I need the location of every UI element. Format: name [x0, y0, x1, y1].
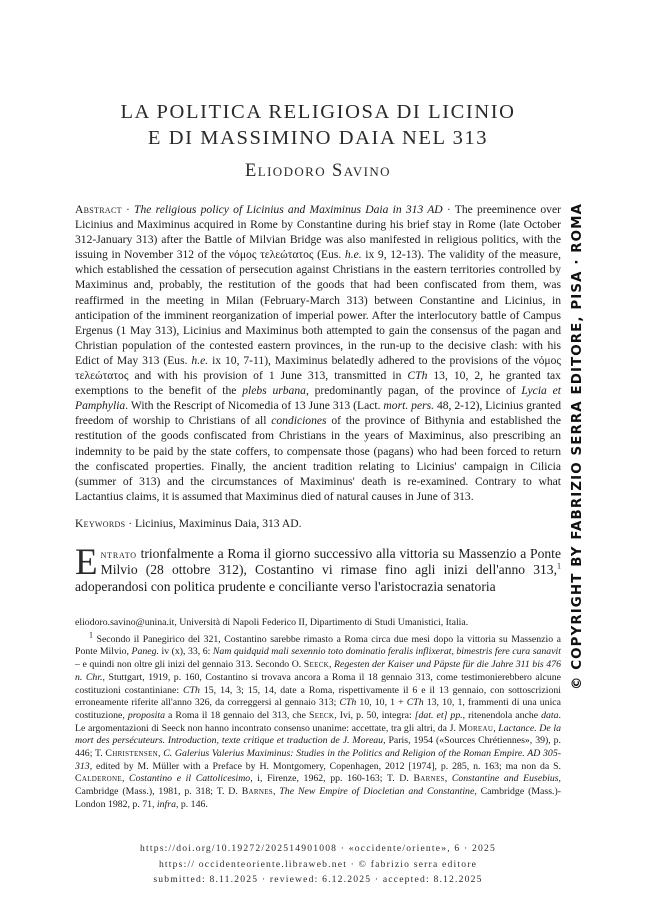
footnote-text: , Ivi, p. 50, integra: [334, 709, 415, 721]
footnote-italic: The New Empire of Diocletian and Constantine [279, 786, 475, 798]
abstract-title: The religious policy of Licinius and Maximinus Daia in 313 AD [134, 203, 443, 216]
footnote-author: Calderone [75, 773, 122, 785]
abstract-sep: · [121, 203, 135, 216]
footnote-italic: infra [156, 798, 176, 810]
article-title-line-2: E DI MASSIMINO DAIA NEL 313 [147, 127, 489, 149]
first-word: ntrato [100, 547, 137, 561]
footnote-italic: Nam quidquid mali sexennio toto dominatio feralis inflixerat, bimestris fere cura sanavit [212, 646, 561, 658]
footnote-text: a Roma il 18 gennaio del 313, che [165, 709, 310, 721]
abstract-text: 48, 2-12), Licinius granted freedom of worship to Christians of all [75, 399, 561, 428]
drop-cap: E [75, 542, 98, 583]
footnote-italic: data [541, 709, 559, 721]
footnote-text: , Cambridge (Mass.)-London 1982, p. 71, [75, 786, 561, 810]
abstract-text: 13, 10, 2, he granted tax exemptions to the benefit of the [75, 369, 561, 398]
article-title-line-1: LA POLITICA RELIGIOSA DI LICINIO [120, 101, 516, 123]
footnote-text: – e quindi non oltre gli inizi del gennaio 313. Secondo O. [75, 659, 304, 671]
footnote-author: Christensen [105, 748, 159, 760]
abstract-text: . With the Rescript of Nicomedia of 13 June 313 (Lact. [125, 399, 384, 413]
footnote-italic: Lactance. De la mort des persécuteurs. Introduction, texte critique et traduction de J. Moreau [75, 722, 561, 747]
footnote-text: iv (x), 33, 6: [158, 646, 213, 658]
footnote-author: Barnes [413, 773, 445, 785]
footnote-text: , Stuttgart, 1919, p. 160, Costantino si trovava ancora a Roma il 18 gennaio 313, come testimonierebbero alcune costituzioni costantiniane: [75, 671, 561, 696]
publication-info [75, 841, 561, 888]
author-name: Eliodoro Savino [245, 161, 391, 181]
footnote-author: Moreau [458, 722, 494, 734]
footnote-1 [75, 630, 561, 812]
abstract-text: ix 10, 7-11), Maximinus belatedly adhered to the provisions of the νόμος τελεώτατος and with his provision of 1 June 313, transmitted in [75, 353, 561, 383]
article-title [75, 99, 561, 151]
footnote-text: , [444, 773, 452, 785]
footnote-italic: CTh [183, 684, 200, 696]
footnote-italic: CTh [406, 697, 424, 709]
body-paragraph [75, 542, 561, 595]
abstract-text: , predominantly pagan, of the province of [305, 384, 522, 398]
footnote-text: 15, 14, 3; 15, 14, date a Roma, rispettivamente il 6 e il 13 gennaio, con sottoscrizioni erroneamente riferite all'anno 326, da correggersi al gennaio 313; [75, 684, 561, 709]
website-line[interactable]: https:// occidenteoriente.libraweb.net · © fabrizio serra editore [158, 858, 478, 870]
dates-line: submitted: 8.11.2025 · reviewed: 6.12.2025 · accepted: 8.12.2025 [153, 874, 483, 886]
footnote-italic: Constantine and Eusebius [451, 773, 559, 785]
footnote-text: , [273, 786, 280, 798]
footnote-text: , p. 146. [175, 798, 208, 810]
footnote-text: , edited by M. Müller with a Preface by H. Montgomery, Copenhagen, 2012 [1974], p. 285, n. 163; ma non da S. [89, 760, 561, 772]
abstract-italic: condiciones [271, 414, 327, 428]
footnote-italic: C. Galerius Valerius Maximinus: Studies in the Politics and Religion of the Roman Empire. AD 305-313 [75, 748, 561, 772]
footnote-text: , Cambridge (Mass.), 1981, p. 318; T. D. [75, 773, 561, 798]
footnote-text: , [493, 722, 499, 734]
abstract-italic: h.e. [191, 353, 209, 367]
footnote-text: , Paris, 1954 («Sources Chrétiennes», 39), p. 446; T. [75, 735, 561, 760]
footnote-italic: CTh [339, 697, 357, 709]
footnote-text: , [329, 659, 335, 671]
footnotes [75, 617, 561, 812]
footnote-italic: Regesten der Kaiser und Päpste für die Jahre 311 bis 476 n. Chr. [75, 659, 561, 683]
footnote-italic: [dat. et] pp. [414, 709, 463, 721]
abstract-label: Abstract [75, 203, 122, 216]
footnote-italic: Costantino e il Cattolicesimo [129, 773, 251, 785]
footnote-italic: Paneg. [131, 646, 159, 658]
abstract [75, 202, 561, 504]
footnote-text: , [158, 748, 164, 760]
footnote-text: . Le argomentazioni di Seeck non hanno incontrato consenso unanime: accettate, tra gli altri, da J. [75, 709, 561, 734]
abstract-italic: Lycia et Pamphylia [75, 384, 561, 413]
abstract-italic: CTh [407, 369, 428, 383]
copyright-text: © COPYRIGHT BY FABRIZIO SERRA EDITORE, PISA · ROMA [570, 202, 586, 690]
abstract-text: · The preeminence over Licinius and Maximinus acquired in Rome by Constantine during his brief stay in Rome (late October 312-January 313) after the Battle of Milvian Bridge was also manifested in religious politics, with the issuing in November 312 of the νόμος τελεώτατος (Eus. [75, 203, 561, 262]
keywords-text: Licinius, Maximinus Daia, 313 AD. [135, 517, 302, 530]
doi-line[interactable]: https://doi.org/10.19272/202514901008 · «occidente/oriente», 6 · 2025 [139, 843, 496, 854]
author-affiliation: eliodoro.savino@unina.it, Università di Napoli Federico II, Dipartimento di Studi Umanistici, Italia. [75, 617, 469, 628]
footnote-text: Secondo il Panegirico del 321, Costantino sarebbe rimasto a Roma circa due mesi dopo la vittoria su Massenzio a Ponte Milvio, [75, 633, 561, 658]
copyright-notice [563, 202, 593, 690]
footnote-number: 1 [89, 630, 93, 640]
footnote-text: , i, Firenze, 1962, pp. 160-163; T. D. [250, 773, 414, 785]
footnote-author: Seeck [309, 709, 335, 721]
footnote-ref[interactable]: 1 [557, 561, 561, 571]
footnote-text: 10, 10, 1 + [356, 697, 407, 709]
footnote-italic: proposita [127, 709, 166, 721]
body-text: trionfalmente a Roma il giorno successivo alla vittoria su Massenzio a Ponte Milvio (28 ottobre 312), Costantino vi rimase fino agli inizi dell'anno 313, [100, 546, 561, 578]
footnote-author: Barnes [241, 786, 274, 798]
abstract-italic: plebs urbana [242, 384, 306, 398]
keywords [75, 516, 561, 531]
body-text: adoperandosi con politica prudente e conciliante verso l'aristocrazia senatoria [75, 578, 496, 594]
footnote-text: , ritenendola anche [462, 709, 542, 721]
abstract-italic: h.e. [344, 248, 362, 262]
keywords-label: Keywords [75, 517, 126, 530]
footnote-text: , [121, 773, 130, 785]
abstract-italic: mort. pers. [383, 399, 435, 413]
footnote-text: 13, 10, 1, frammenti di una unica costituzione, [75, 697, 561, 721]
keywords-sep: · [125, 517, 135, 530]
footnote-author: Seeck [303, 659, 330, 671]
abstract-text: ix 9, 12-13). The validity of the measure, which established the cessation of persecution against Christians in the eastern territories controlled by Maximinus and, probably, the restitution of the goods that had been confiscated from them, was reaffirmed in the meeting in Milan (February-March 313) between Constantine and Licinius, in anticipation of the imminent reorganization of imperial power. After the interlocutory battle of Campus Ergenus (1 May 313), Licinius and Maximinus both attempted to gain the consensus of the pagan and Christian population of the contested eastern provinces, in the run-up to the decisive clash: with his Edict of May 313 (Eus. [75, 248, 562, 367]
abstract-text: of the province of Bithynia and established the restitution of the goods confiscated from Christians in the years of Maximinus, also prescribing an indemnity to be paid by the state coffers, to compensate those (pagans) who had been forced to return the confiscated properties. Finally, the ancient tradition relating to Licinius' campaign in Cilicia (summer of 313) and the circumstances of Maximinus' death is re-examined. Contrary to what Lactantius claims, it is assumed that Maximinus died of natural causes in June of 313. [75, 414, 561, 503]
